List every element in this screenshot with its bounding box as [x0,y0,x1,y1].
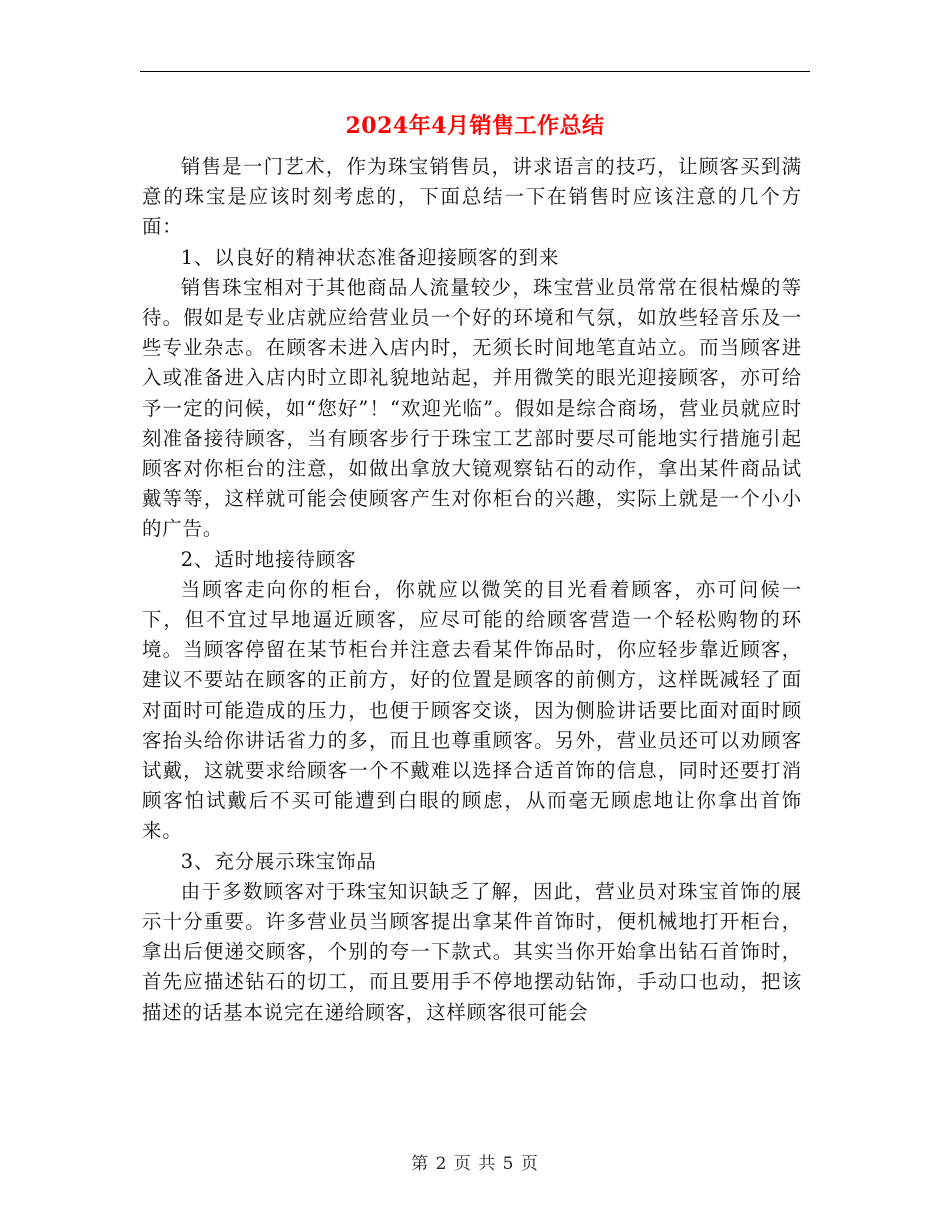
header-rule [140,71,810,72]
document-title: 2024年4月销售工作总结 [345,113,605,139]
intro-paragraph: 销售是一门艺术，作为珠宝销售员，讲求语言的技巧，让顾客买到满意的珠宝是应该时刻考虑的，下面总结一下在销售时应该注意的几个方面： [142,155,802,239]
section-heading-2: 2、适时地接待顾客 [180,547,357,571]
page-number-footer: 第 2 页 共 5 页 [411,1154,539,1174]
section-paragraph-3: 由于多数顾客对于珠宝知识缺乏了解，因此，营业员对珠宝首饰的展示十分重要。许多营业员当顾客提出拿某件首饰时，便机械地打开柜台，拿出后便递交顾客，个别的夸一下款式。其实当你开始拿出钻石首饰时，首先应描述钻石的切工，而且要用手不停地摆动钻饰，手动口也动，把该描述的话基本说完在递给顾客，这样顾客很可能会 [142,879,802,1024]
document-body [142,152,802,1028]
section-heading-3: 3、充分展示珠宝饰品 [180,849,377,873]
section-paragraph-2: 当顾客走向你的柜台，你就应以微笑的目光看着顾客，亦可问候一下，但不宜过早地逼近顾客，应尽可能的给顾客营造一个轻松购物的环境。当顾客停留在某节柜台并注意去看某件饰品时，你应轻步靠近顾客，建议不要站在顾客的正前方，好的位置是顾客的前侧方，这样既减轻了面对面时可能造成的压力，也便于顾客交谈，因为侧脸讲话要比面对面时顾客抬头给你讲话省力的多，而且也尊重顾客。另外，营业员还可以劝顾客试戴，这就要求给顾客一个不戴难以选择合适首饰的信息，同时还要打消顾客怕试戴后不买可能遭到白眼的顾虑，从而毫无顾虑地让你拿出首饰来。 [142,577,802,843]
section-heading-1: 1、以良好的精神状态准备迎接顾客的到来 [180,245,560,269]
section-paragraph-1: 销售珠宝相对于其他商品人流量较少，珠宝营业员常常在很枯燥的等待。假如是专业店就应给营业员一个好的环境和气氛，如放些轻音乐及一些专业杂志。在顾客未进入店内时，无须长时间地笔直站立。而当顾客进入或准备进入店内时立即礼貌地站起，并用微笑的眼光迎接顾客，亦可给予一定的问候，如“您好”！“欢迎光临”。假如是综合商场，营业员就应时刻准备接待顾客，当有顾客步行于珠宝工艺部时要尽可能地实行措施引起顾客对你柜台的注意，如做出拿放大镜观察钻石的动作，拿出某件商品试戴等等，这样就可能会使顾客产生对你柜台的兴趣，实际上就是一个小小的广告。 [142,275,802,541]
